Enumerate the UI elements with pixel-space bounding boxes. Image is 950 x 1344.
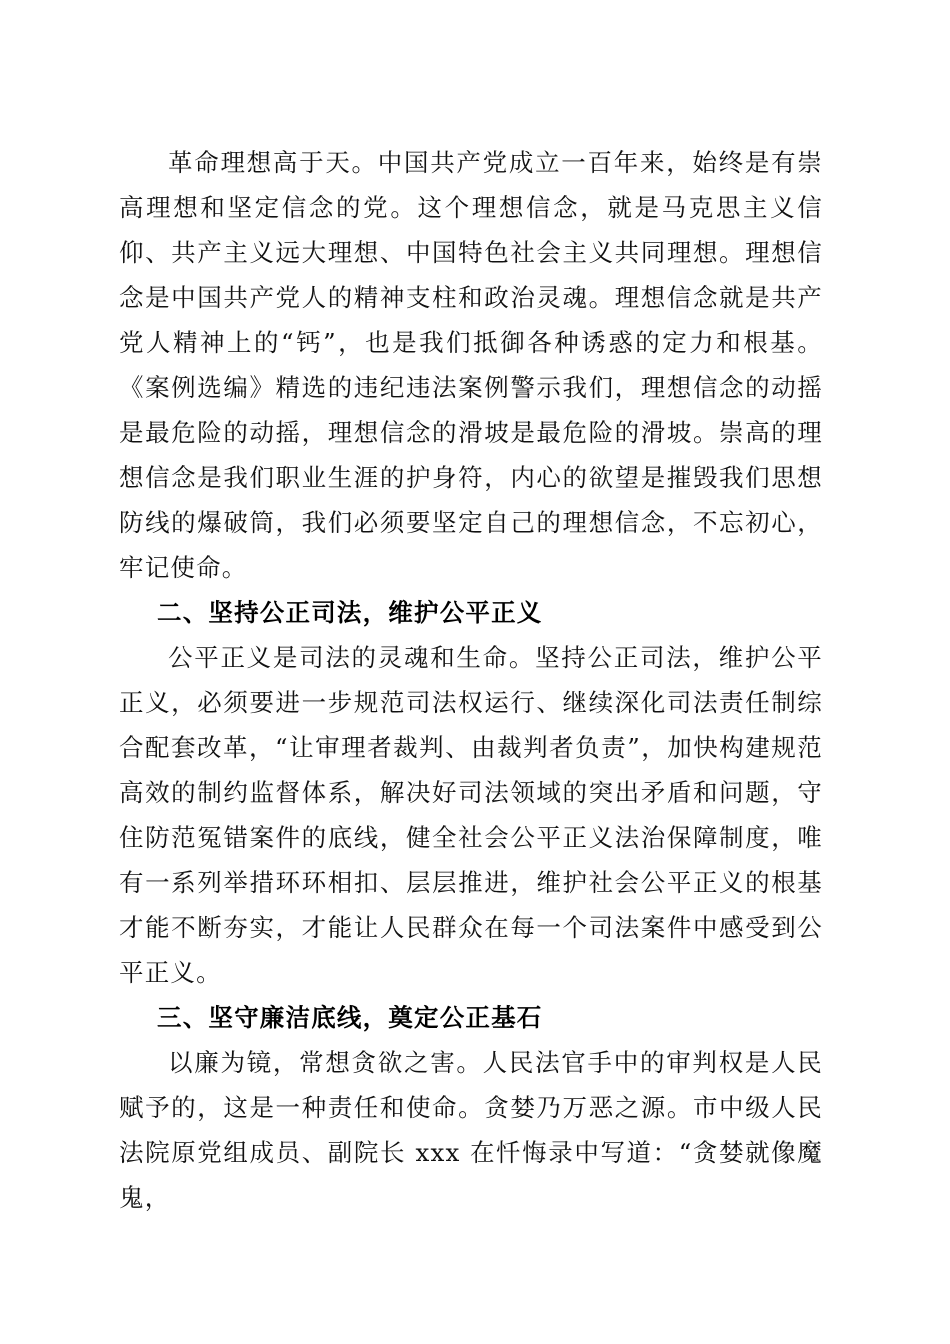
section-heading-3: 三、坚守廉洁底线，奠定公正基石 xyxy=(157,1003,543,1032)
paragraph-justice: 公平正义是司法的灵魂和生命。坚持公正司法，维护公平正义，必须要进一步规范司法权运行、继续深化司法责任制综合配套改革，“让审理者裁判、由裁判者负责”，加快构建规范高效的制约监督体系，解决好司法领域的突出矛盾和问题，守住防范冤错案件的底线，健全社会公平正义法治保障制度，唯有一系列举措环环相扣、层层推进，维护社会公平正义的根基才能不断夯实，才能让人民群众在每一个司法案件中感受到公平正义。 xyxy=(119,643,823,987)
document-body xyxy=(119,140,823,1220)
section-heading-2: 二、坚持公正司法，维护公平正义 xyxy=(157,598,543,627)
paragraph-integrity: 以廉为镜，常想贪欲之害。人民法官手中的审判权是人民赋予的，这是一种责任和使命。贪婪乃万恶之源。市中级人民法院原党组成员、副院长 xxx 在忏悔录中写道：“贪婪就像魔鬼， xyxy=(119,1048,823,1212)
paragraph-ideals: 革命理想高于天。中国共产党成立一百年来，始终是有崇高理想和坚定信念的党。这个理想信念，就是马克思主义信仰、共产主义远大理想、中国特色社会主义共同理想。理想信念是中国共产党人的精神支柱和政治灵魂。理想信念就是共产党人精神上的“钙”，也是我们抵御各种诱惑的定力和根基。《案例选编》精选的违纪违法案例警示我们，理想信念的动摇是最危险的动摇，理想信念的滑坡是最危险的滑坡。崇高的理想信念是我们职业生涯的护身符，内心的欲望是摧毁我们思想防线的爆破筒，我们必须要坚定自己的理想信念，不忘初心，牢记使命。 xyxy=(119,148,823,582)
